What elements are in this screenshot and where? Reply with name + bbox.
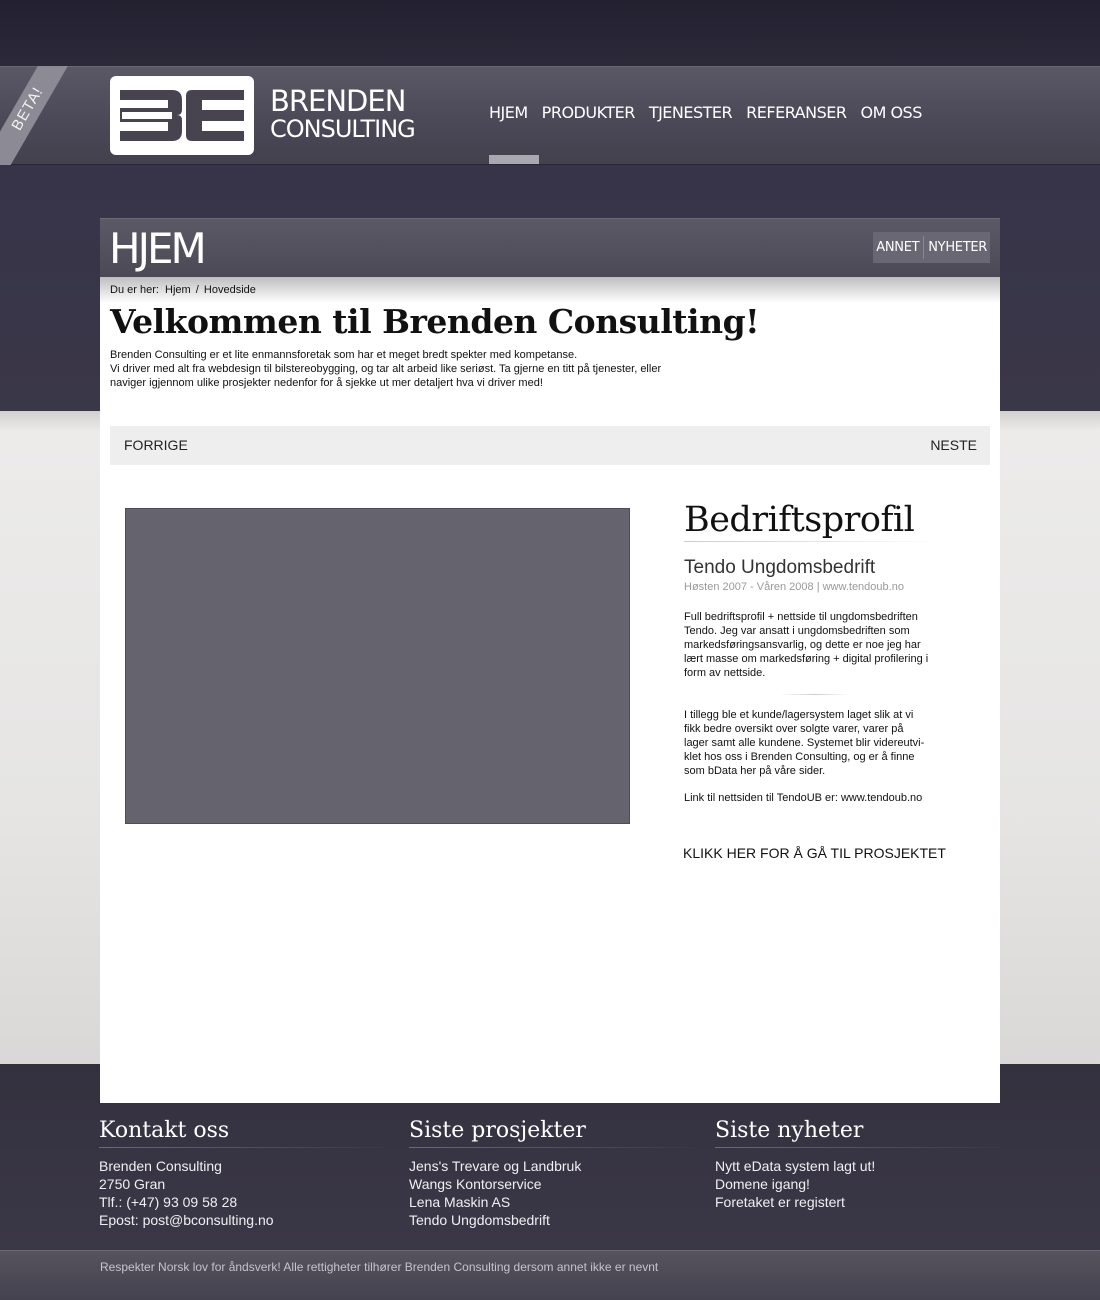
breadcrumb-current: Hovedside [203,284,256,296]
news-link[interactable]: Foretaket er registert [715,1194,845,1210]
news-link[interactable]: Nytt eData system lagt ut! [715,1158,876,1174]
project-description-2 [684,708,934,778]
copyright-text: Respekter Norsk lov for åndsverk! Alle rettigheter tilhører Brenden Consulting dersom annet ikke er nevnt [100,1260,659,1274]
breadcrumb-home[interactable]: Hjem [165,284,191,296]
beta-ribbon [0,66,80,165]
description-line: fikk bedre oversikt over solgte varer, varer på [684,723,904,735]
logo-mark-graphic [110,76,254,155]
intro-text [110,348,690,390]
footer-projects-title: Siste prosjekter [409,1118,694,1148]
profile-title: Bedriftsprofil [684,500,915,540]
project-meta: Høsten 2007 - Våren 2008 | www.tendoub.no [684,581,904,593]
intro-line: Vi driver med alt fra webdesign til bilstereobygging, og tar alt arbeid like seriøst. Ta gjerne en titt på tjenester, eller [110,363,662,375]
description-line: form av nettside. [684,667,766,679]
project-link[interactable]: Wangs Kontorservice [409,1176,542,1192]
footer-news-title: Siste nyheter [715,1118,1000,1148]
breadcrumb-separator: / [195,284,199,296]
nav-item-hjem[interactable]: HJEM [489,103,528,122]
page-title: HJEM [109,224,204,273]
sub-nav [873,232,990,263]
footer-contact-title: Kontakt oss [99,1118,384,1148]
intro-line: Brenden Consulting er et lite enmannsforetak som har et meget bredt spekter med kompetanse. [110,349,578,361]
contact-email[interactable]: Epost: post@bconsulting.no [99,1212,274,1228]
top-band [0,0,1100,66]
main-nav [489,103,936,127]
nav-item-referanser[interactable]: REFERANSER [746,103,847,122]
nav-item-tjenester[interactable]: TJENESTER [648,103,733,122]
bottom-band [0,1250,1100,1300]
logo-icon[interactable] [110,76,254,155]
welcome-heading: Velkommen til Brenden Consulting! [110,302,760,341]
subnav-divider [923,236,924,259]
footer-news [715,1118,1000,1211]
project-pager [110,426,990,465]
subnav-item-nyheter[interactable]: NYHETER [928,240,987,255]
description-line: klet hos oss i Brenden Consulting, og er å finne [684,751,915,763]
beta-label: BETA! [0,66,74,165]
footer-contact [99,1118,384,1229]
content-panel [100,218,1000,1103]
panel-header [100,218,1000,277]
next-button[interactable]: NESTE [930,437,977,453]
logo-line-1: BRENDEN [270,84,406,118]
project-link[interactable]: Lena Maskin AS [409,1194,511,1210]
news-link[interactable]: Domene igang! [715,1176,810,1192]
footer-projects [409,1118,694,1229]
contact-line: Brenden Consulting [99,1158,222,1174]
description-divider [780,694,850,695]
description-line: markedsføringsansvarlig, og dette er noe jeg har [684,639,921,651]
nav-item-produkter[interactable]: PRODUKTER [541,103,635,122]
description-line: lært masse om markedsføring + digital profilering i [684,653,929,665]
breadcrumb [110,284,256,296]
logo-text[interactable] [270,84,415,143]
nav-item-om-oss[interactable]: OM OSS [860,103,922,122]
profile-divider [684,541,939,542]
project-description [684,610,934,680]
go-to-project-link[interactable]: KLIKK HER FOR Å GÅ TIL PROSJEKTET [683,845,946,861]
logo-line-2: CONSULTING [270,115,415,143]
project-website-text: Link til nettsiden til TendoUB er: www.tendoub.no [684,792,923,804]
description-line: som bData her på våre sider. [684,765,826,777]
description-line: Full bedriftsprofil + nettside til ungdomsbedriften [684,611,918,623]
intro-line: naviger igjennom ulike prosjekter nedenfor for å sjekke ut mer detaljert hva vi driver med! [110,377,543,389]
description-line: lager samt alle kundene. Systemet blir videreutvi- [684,737,925,749]
contact-line: Tlf.: (+47) 93 09 58 28 [99,1194,238,1210]
project-link[interactable]: Jens's Trevare og Landbruk [409,1158,582,1174]
prev-button[interactable]: FORRIGE [124,437,188,453]
project-link[interactable]: Tendo Ungdomsbedrift [409,1212,550,1228]
subnav-item-annet[interactable]: ANNET [876,240,920,255]
project-name: Tendo Ungdomsbedrift [684,557,876,578]
nav-active-indicator [489,155,539,164]
description-line: Tendo. Jeg var ansatt i ungdomsbedriften som [684,625,910,637]
project-preview-image[interactable] [125,508,630,824]
contact-line: 2750 Gran [99,1176,166,1192]
breadcrumb-prefix: Du er her: [110,284,159,296]
description-line: I tillegg ble et kunde/lagersystem laget slik at vi [684,709,914,721]
